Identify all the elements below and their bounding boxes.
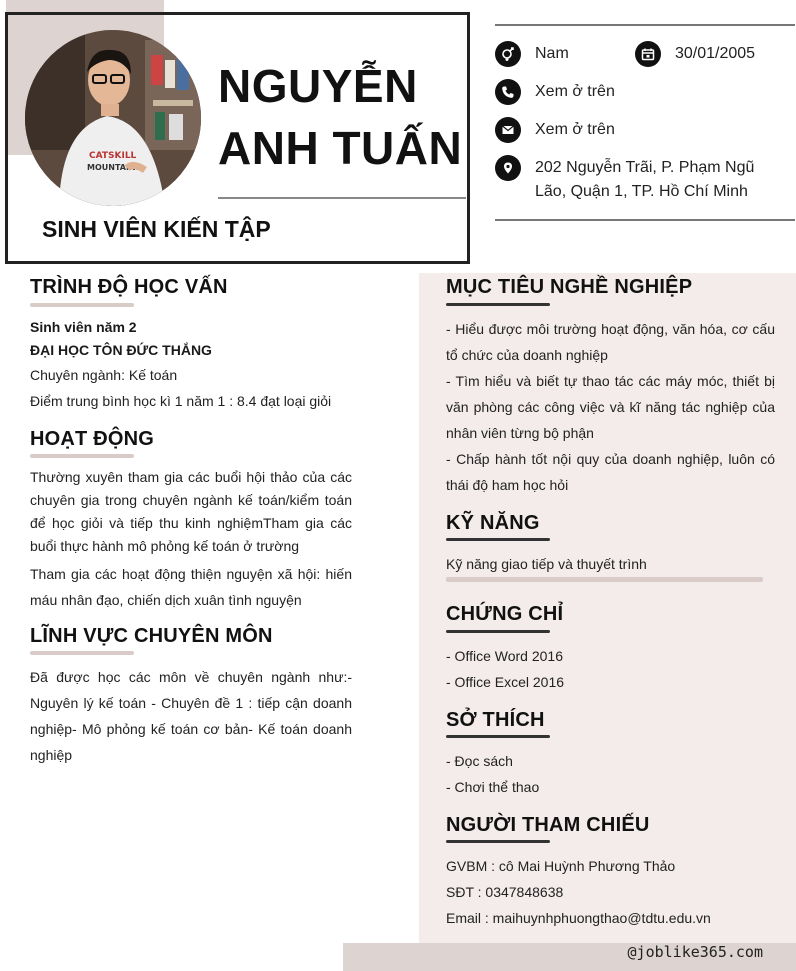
skills-title: KỸ NĂNG bbox=[446, 512, 540, 534]
education-year: Sinh viên năm 2 bbox=[30, 319, 137, 335]
hobbies-underline bbox=[446, 735, 550, 738]
name-line2: ANH TUẤN bbox=[218, 122, 463, 174]
objective-item: - Chấp hành tốt nội quy của doanh nghiệp, luôn có thái độ ham học hỏi bbox=[446, 451, 775, 493]
hobby-item: - Chơi thể thao bbox=[446, 779, 540, 795]
reference-teacher: GVBM : cô Mai Huỳnh Phương Thảo bbox=[446, 858, 676, 874]
activities-title: HOẠT ĐỘNG bbox=[30, 428, 155, 450]
objective-list bbox=[446, 316, 775, 498]
calendar-icon bbox=[635, 41, 661, 67]
education-school: ĐẠI HỌC TÔN ĐỨC THẮNG bbox=[30, 342, 212, 358]
objective-underline bbox=[446, 303, 550, 306]
objective-item: - Tìm hiểu và biết tự thao tác các máy móc, thiết bị văn phòng các công việc và kĩ năng tác nghiệp của nhân viên từng bộ phận bbox=[446, 373, 775, 441]
objective-item: - Hiểu được môi trường hoạt động, văn hóa, cơ cấu tổ chức của doanh nghiệp bbox=[446, 321, 775, 363]
references-underline bbox=[446, 840, 550, 843]
reference-phone: SĐT : 0347848638 bbox=[446, 884, 564, 900]
expertise-title: LĨNH VỰC CHUYÊN MÔN bbox=[30, 625, 273, 647]
references-title: NGƯỜI THAM CHIẾU bbox=[446, 814, 650, 836]
address-line2: Lão, Quận 1, TP. Hồ Chí Minh bbox=[535, 183, 748, 200]
certificates-underline bbox=[446, 630, 550, 633]
expertise-underline bbox=[30, 651, 134, 655]
email-text: Xem ở trên bbox=[535, 121, 615, 138]
objective-title: MỤC TIÊU NGHỀ NGHIỆP bbox=[446, 276, 693, 298]
education-title: TRÌNH ĐỘ HỌC VẤN bbox=[30, 276, 228, 298]
info-top-divider bbox=[495, 24, 795, 26]
address-line1: 202 Nguyễn Trãi, P. Phạm Ngũ bbox=[535, 159, 755, 176]
certificate-item: - Office Word 2016 bbox=[446, 648, 563, 664]
location-icon bbox=[495, 155, 521, 181]
phone-text: Xem ở trên bbox=[535, 83, 615, 100]
svg-text:MOUNTAINS: MOUNTAINS bbox=[87, 163, 142, 172]
activities-paragraph-2: Tham gia các hoạt động thiện nguyện xã hội: hiến máu nhân đạo, chiến dịch xuân tình nguyện bbox=[30, 566, 352, 608]
skill-level-bar bbox=[446, 577, 763, 582]
hobby-item: - Đọc sách bbox=[446, 753, 513, 769]
birthdate-text: 30/01/2005 bbox=[675, 45, 756, 62]
activities-paragraph-1: Thường xuyên tham gia các buổi hội thảo của các chuyên gia trong chuyên ngành kế toán/kiểm toán để học giỏi và tiếp thu kinh nghiệmTham gia các buổi thực hành mô phỏng kế toán ở trường bbox=[30, 469, 352, 554]
address-text bbox=[535, 156, 754, 204]
name-divider bbox=[218, 197, 466, 199]
gender-text: Nam bbox=[535, 45, 569, 62]
education-underline bbox=[30, 303, 134, 307]
skills-underline bbox=[446, 538, 550, 541]
watermark-text: @joblike365.com bbox=[627, 943, 763, 961]
info-bottom-divider bbox=[495, 219, 795, 221]
reference-email: Email : maihuynhphuongthao@tdtu.edu.vn bbox=[446, 910, 711, 926]
name-line1: NGUYỄN bbox=[218, 60, 418, 112]
job-title: SINH VIÊN KIẾN TẬP bbox=[42, 216, 271, 242]
candidate-name bbox=[218, 55, 462, 179]
education-gpa: Điểm trung bình học kì 1 năm 1 : 8.4 đạt loại giỏi bbox=[30, 393, 332, 409]
phone-icon bbox=[495, 79, 521, 105]
email-icon bbox=[495, 117, 521, 143]
expertise-paragraph: Đã được học các môn về chuyên ngành như:- Nguyên lý kế toán - Chuyên đề 1 : tiếp cận doanh nghiệp- Mô phỏng kế toán cơ bản- Kế toán doanh nghiệp bbox=[30, 669, 352, 763]
certificate-item: - Office Excel 2016 bbox=[446, 674, 565, 690]
skill-item: Kỹ năng giao tiếp và thuyết trình bbox=[446, 556, 647, 572]
education-major: Chuyên ngành: Kế toán bbox=[30, 367, 178, 383]
activities-underline bbox=[30, 454, 134, 458]
svg-text:CATSKILL: CATSKILL bbox=[89, 151, 137, 161]
gender-icon bbox=[495, 41, 521, 67]
certificates-title: CHỨNG CHỈ bbox=[446, 603, 564, 625]
hobbies-title: SỞ THÍCH bbox=[446, 709, 545, 731]
avatar bbox=[25, 30, 201, 206]
